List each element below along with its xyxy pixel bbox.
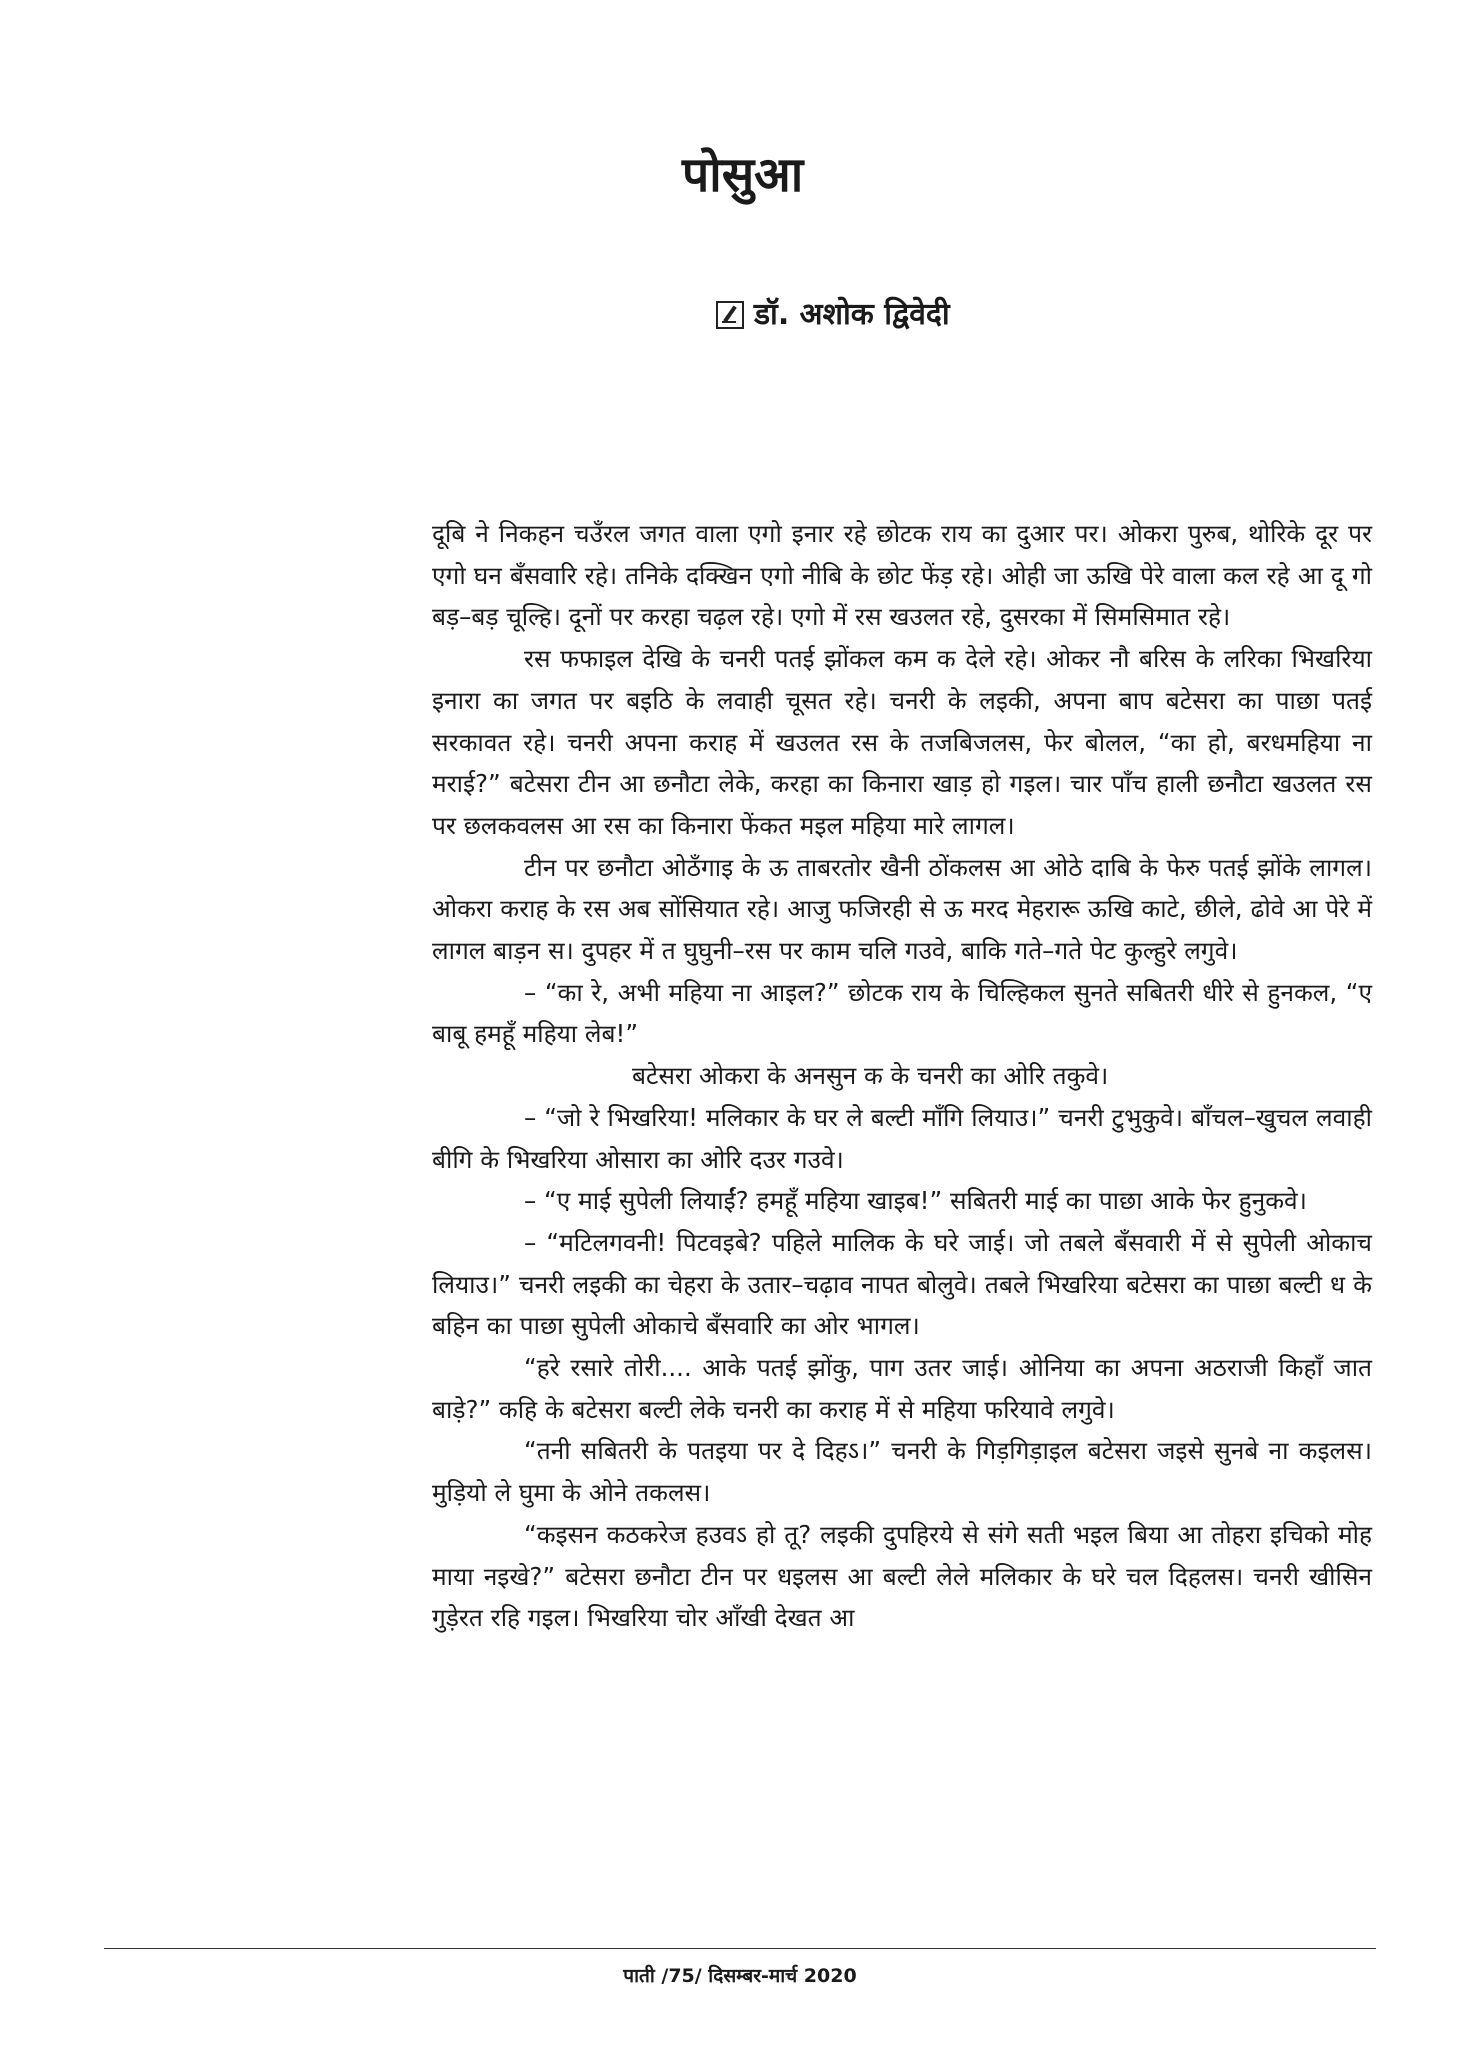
paragraph: – “मटिलगवनी! पिटवइबे? पहिले मालिक के घरे जाई। जो तबले बँसवारी में से सुपेली ओकाच लियाउ।” चनरी लइकी का चेहरा के उतार–चढ़ाव नापत बोलुवे। तबले भिखरिया बटेसरा का पाछा बल्टी ध के बहिन का पाछा सुपेली ओकाचे बँसवारि का ओर भागल। (432, 1227, 1372, 1341)
paragraph: बटेसरा ओकरा के अनसुन क के चनरी का ओरि तकुवे। (632, 1061, 1109, 1091)
page-footer: पाती /75/ दिसम्बर-मार्च 2020 (623, 1965, 857, 1987)
paragraph: – “ए माई सुपेली लियाईं? हमहूँ महिया खाइब!” सबितरी माई का पाछा आके फेर हुनुकवे। (524, 1186, 1307, 1216)
paragraph: “कइसन कठकरेज हउवऽ हो तू? लइकी दुपहिरये से संगे सती भइल बिया आ तोहरा इचिको मोह माया नइखे?” बटेसरा छनौटा टीन पर धइलस आ बल्टी लेले मलिकार के घरे चल दिहलस। चनरी खीसिन गुड़ेरत रहि गइल। भिखरिया चोर आँखी देखत आ (432, 1519, 1372, 1633)
paragraph: दूबि ने निकहन चउँरल जगत वाला एगो इनार रहे छोटक राय का दुआर पर। ओकरा पुरुब, थोरिके दूर पर एगो घन बँसवारि रहे। तनिके दक्खिन एगो नीबि के छोट फेंड़ रहे। ओही जा ऊखि पेरे वाला कल रहे आ दू गो बड़–बड़ चूल्हि। दूनों पर करहा चढ़ल रहे। एगो में रस खउलत रहे, दुसरका में सिमसिमात रहे। (432, 519, 1372, 632)
paragraph: रस फफाइल देखि के चनरी पतई झोंकल कम क देले रहे। ओकर नौ बरिस के लरिका भिखरिया इनारा का जगत पर बइठि के लवाही चूसत रहे। चनरी के लइकी, अपना बाप बटेसरा का पाछा पतई सरकावत रहे। चनरी अपना कराह में खउलत रस के तजबिजलस, फेर बोलल, “का हो, बरधमहिया ना मराई?” बटेसरा टीन आ छनौटा लेके, करहा का किनारा खाड़ हो गइल। चार पाँच हाली छनौटा खउलत रस पर छलकवलस आ रस का किनारा फेंकत मइल महिया मारे लागल। (432, 644, 1372, 840)
page-title: पोसुआ (682, 147, 804, 203)
pen-writing-icon (716, 301, 744, 329)
paragraph: – “जो रे भिखरिया! मलिकार के घर ले बल्टी माँगि लियाउ।” चनरी टुभुकुवे। बाँचल–खुचल लवाही बीगि के भिखरिया ओसारा का ओरि दउर गउवे। (432, 1102, 1372, 1174)
paragraph: टीन पर छनौटा ओठँगाइ के ऊ ताबरतोर खैनी ठोंकलस आ ओठे दाबि के फेरु पतई झोंके लागल। ओकरा कराह के रस अब सोंसियात रहे। आजु फजिरही से ऊ मरद मेहरारू ऊखि काटे, छीले, ढोवे आ पेरे में लागल बाड़न स। दुपहर में त घुघुनी–रस पर काम चलि गउवे, बाकि गते–गते पेट कुल्हुरे लगुवे। (432, 852, 1372, 966)
story-body (432, 513, 1372, 1639)
author-name: डॉ. अशोक द्विवेदी (754, 297, 950, 332)
paragraph: “हरे रसारे तोरी.... आके पतई झोंकु, पाग उतर जाई। ओनिया का अपना अठराजी किहाँ जात बाड़े?” कहि के बटेसरा बल्टी लेके चनरी का कराह में से महिया फरियावे लगुवे। (432, 1353, 1372, 1424)
paragraph: – “का रे, अभी महिया ना आइल?” छोटक राय के चिल्हिकल सुनते सबितरी धीरे से हुनकल, “ए बाबू हमहूँ महिया लेब!” (432, 977, 1372, 1049)
author-byline (716, 295, 950, 335)
footer-divider (104, 1948, 1376, 1949)
paragraph: “तनी सबितरी के पतइया पर दे दिहऽ।” चनरी के गिड़गिड़ाइल बटेसरा जइसे सुनबे ना कइलस। मुड़ियो ले घुमा के ओने तकलस। (432, 1436, 1372, 1508)
